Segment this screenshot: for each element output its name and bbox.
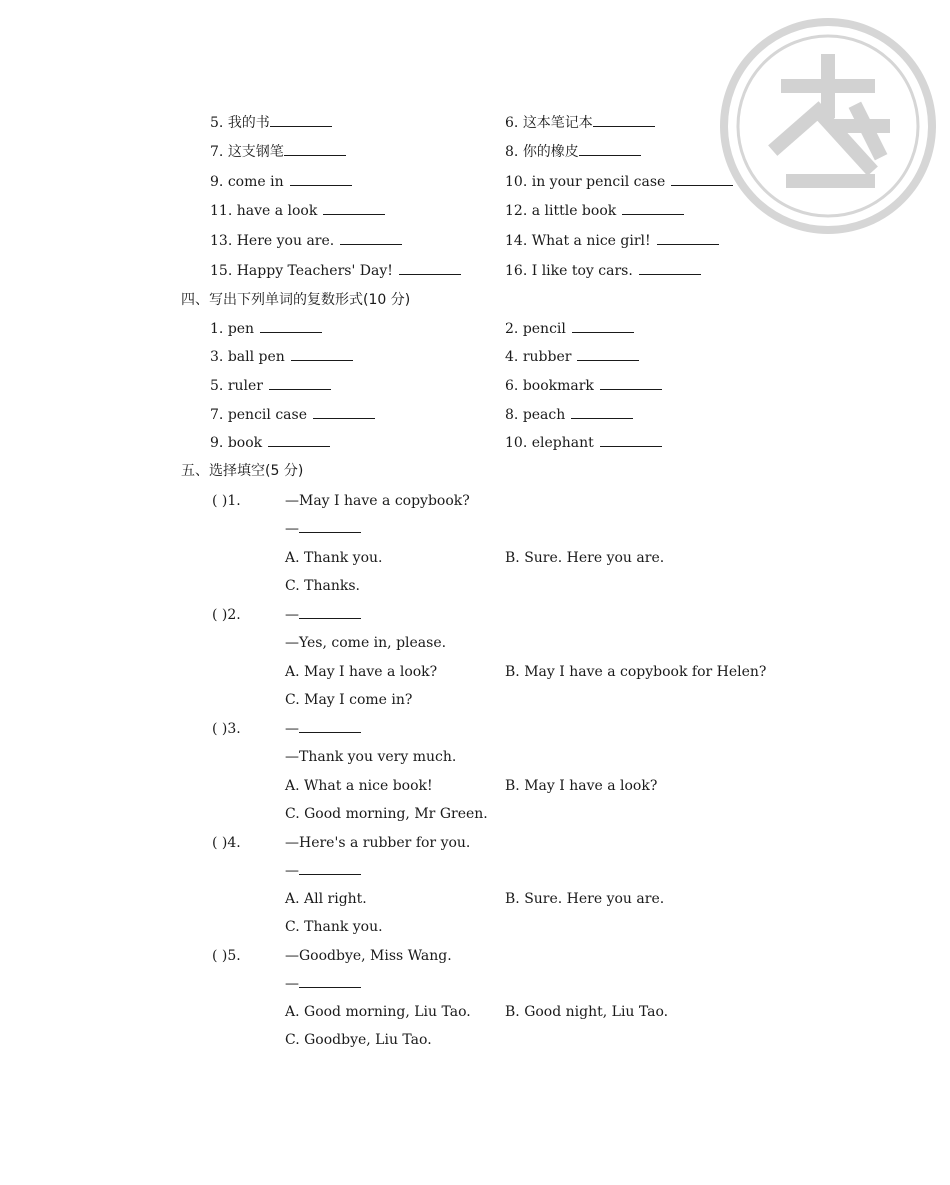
answer-blank[interactable]: [657, 232, 719, 245]
part3-item: 11. have a look: [210, 202, 385, 220]
answer-blank[interactable]: [671, 173, 733, 186]
section-4-item: 5. ruler: [210, 377, 331, 395]
option-b[interactable]: B. Sure. Here you are.: [505, 550, 665, 566]
answer-blank[interactable]: [260, 320, 322, 333]
answer-paren[interactable]: ( )4.: [212, 835, 241, 851]
answer-blank[interactable]: [290, 173, 352, 186]
watermark-stamp-icon: [718, 16, 938, 236]
option-a[interactable]: A. Good morning, Liu Tao.: [285, 1004, 471, 1020]
option-a[interactable]: A. Thank you.: [285, 550, 383, 566]
answer-blank[interactable]: [600, 377, 662, 390]
answer-blank[interactable]: [268, 434, 330, 447]
part3-item: 16. I like toy cars.: [505, 262, 701, 280]
section-4-item: 10. elephant: [505, 434, 662, 452]
section-4-item: 1. pen: [210, 320, 322, 338]
part3-item: 13. Here you are.: [210, 232, 402, 250]
answer-blank[interactable]: [313, 406, 375, 419]
option-c[interactable]: C. Good morning, Mr Green.: [285, 806, 488, 822]
part3-item: 8. 你的橡皮: [505, 143, 641, 161]
section-4-item: 9. book: [210, 434, 330, 452]
part3-item: 10. in your pencil case: [505, 173, 733, 191]
answer-paren[interactable]: ( )2.: [212, 607, 241, 623]
response-line: —Yes, come in, please.: [285, 635, 447, 651]
answer-blank[interactable]: [299, 862, 361, 875]
response-line: —: [285, 862, 361, 880]
section-4-item: 6. bookmark: [505, 377, 662, 395]
response-line: —: [285, 975, 361, 993]
answer-blank[interactable]: [299, 606, 361, 619]
option-b[interactable]: B. Good night, Liu Tao.: [505, 1004, 669, 1020]
answer-blank[interactable]: [323, 202, 385, 215]
option-b[interactable]: B. Sure. Here you are.: [505, 891, 665, 907]
part3-item: 6. 这本笔记本: [505, 114, 655, 132]
part3-item: 9. come in: [210, 173, 352, 191]
section-5-heading: 五、选择填空(5 分): [181, 463, 304, 479]
answer-blank[interactable]: [593, 114, 655, 127]
answer-blank[interactable]: [270, 114, 332, 127]
answer-blank[interactable]: [622, 202, 684, 215]
answer-blank[interactable]: [299, 720, 361, 733]
answer-blank[interactable]: [579, 143, 641, 156]
answer-blank[interactable]: [291, 348, 353, 361]
option-b[interactable]: B. May I have a look?: [505, 778, 658, 794]
response-line: —: [285, 520, 361, 538]
option-c[interactable]: C. Goodbye, Liu Tao.: [285, 1032, 432, 1048]
answer-blank[interactable]: [399, 262, 461, 275]
answer-paren[interactable]: ( )1.: [212, 493, 241, 509]
option-a[interactable]: A. May I have a look?: [285, 664, 438, 680]
part3-item: 5. 我的书: [210, 114, 332, 132]
section-4-item: 8. peach: [505, 406, 633, 424]
option-c[interactable]: C. May I come in?: [285, 692, 413, 708]
answer-blank[interactable]: [299, 975, 361, 988]
part3-item: 15. Happy Teachers' Day!: [210, 262, 461, 280]
question-line: —: [285, 720, 361, 738]
section-4-item: 7. pencil case: [210, 406, 375, 424]
section-4-item: 2. pencil: [505, 320, 634, 338]
option-b[interactable]: B. May I have a copybook for Helen?: [505, 664, 767, 680]
part3-item: 14. What a nice girl!: [505, 232, 719, 250]
answer-blank[interactable]: [577, 348, 639, 361]
option-a[interactable]: A. All right.: [285, 891, 367, 907]
answer-blank[interactable]: [639, 262, 701, 275]
answer-blank[interactable]: [299, 520, 361, 533]
question-line: —Goodbye, Miss Wang.: [285, 948, 452, 964]
response-line: —Thank you very much.: [285, 749, 457, 765]
question-line: —May I have a copybook?: [285, 493, 470, 509]
section-4-item: 3. ball pen: [210, 348, 353, 366]
part3-item: 7. 这支钢笔: [210, 143, 346, 161]
option-c[interactable]: C. Thank you.: [285, 919, 383, 935]
answer-blank[interactable]: [284, 143, 346, 156]
answer-blank[interactable]: [572, 320, 634, 333]
option-a[interactable]: A. What a nice book!: [285, 778, 433, 794]
question-line: —: [285, 606, 361, 624]
option-c[interactable]: C. Thanks.: [285, 578, 360, 594]
section-4-heading: 四、写出下列单词的复数形式(10 分): [181, 292, 411, 308]
answer-blank[interactable]: [600, 434, 662, 447]
answer-blank[interactable]: [269, 377, 331, 390]
part3-item: 12. a little book: [505, 202, 684, 220]
answer-paren[interactable]: ( )3.: [212, 721, 241, 737]
question-line: —Here's a rubber for you.: [285, 835, 471, 851]
answer-paren[interactable]: ( )5.: [212, 948, 241, 964]
answer-blank[interactable]: [340, 232, 402, 245]
answer-blank[interactable]: [571, 406, 633, 419]
section-4-item: 4. rubber: [505, 348, 639, 366]
